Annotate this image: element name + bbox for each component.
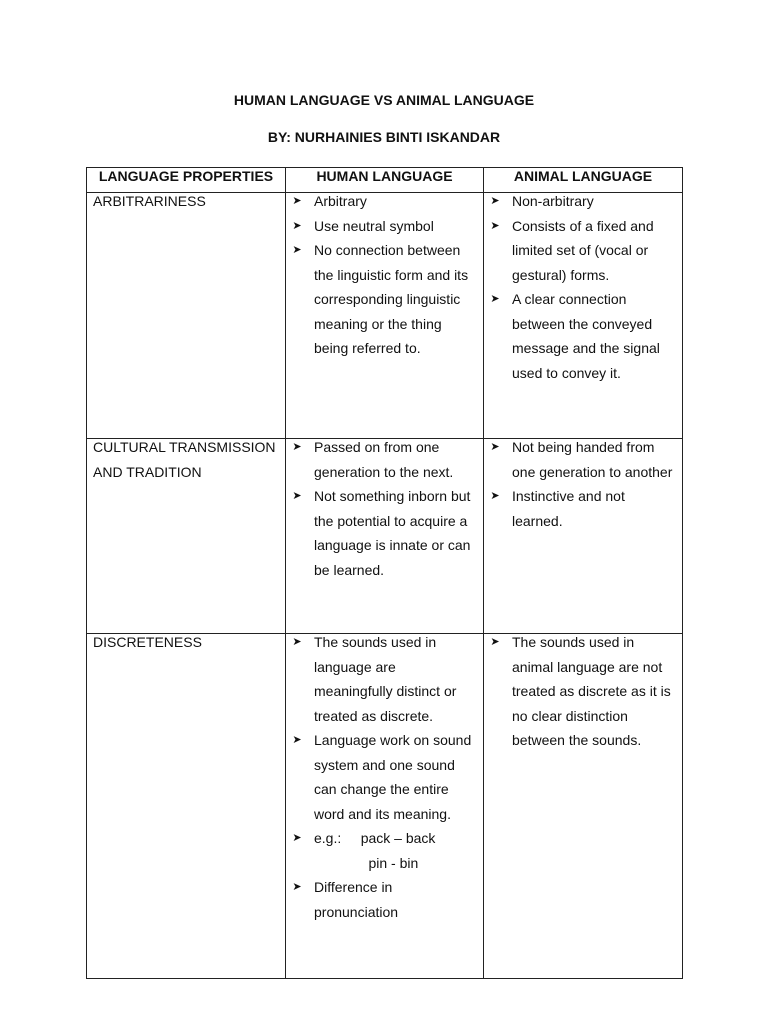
header-language-properties: LANGUAGE PROPERTIES bbox=[87, 168, 286, 193]
point-text: Consists of a fixed and limited set of (vocal or gestural) forms. bbox=[512, 217, 654, 283]
arrowhead-bullet-icon: ➤ bbox=[490, 490, 500, 502]
list-item bbox=[490, 287, 682, 385]
arrowhead-bullet-icon: ➤ bbox=[292, 244, 302, 256]
example-line: e.g.: pack – back bbox=[314, 830, 436, 846]
arrowhead-bullet-icon: ➤ bbox=[292, 734, 302, 746]
animal-cell bbox=[484, 634, 683, 979]
list-item bbox=[292, 630, 483, 728]
arrowhead-bullet-icon: ➤ bbox=[292, 441, 302, 453]
arrowhead-bullet-icon: ➤ bbox=[292, 490, 302, 502]
animal-points-list bbox=[484, 435, 682, 533]
animal-cell bbox=[484, 193, 683, 439]
property-cell bbox=[87, 439, 286, 634]
point-text: Use neutral symbol bbox=[314, 217, 434, 234]
arrowhead-bullet-icon: ➤ bbox=[292, 195, 302, 207]
point-text: Difference in pronunciation bbox=[314, 879, 399, 920]
list-item bbox=[490, 214, 682, 288]
list-item bbox=[292, 826, 483, 875]
header-human-language: HUMAN LANGUAGE bbox=[286, 168, 484, 193]
arrowhead-bullet-icon: ➤ bbox=[490, 441, 500, 453]
arrowhead-bullet-icon: ➤ bbox=[490, 293, 500, 305]
document-title: HUMAN LANGUAGE VS ANIMAL LANGUAGE bbox=[233, 92, 535, 108]
document-author: BY: NURHAINIES BINTI ISKANDAR bbox=[267, 129, 501, 145]
human-points-list bbox=[286, 630, 483, 924]
animal-points-list bbox=[484, 630, 682, 753]
table-row bbox=[87, 634, 683, 979]
property-label: CULTURAL TRANSMISSION AND TRADITION bbox=[93, 439, 276, 480]
property-cell bbox=[87, 634, 286, 979]
point-text: No connection between the linguistic form and its corresponding linguistic meaning or the thing being referred to. bbox=[314, 242, 469, 356]
point-text: The sounds used in language are meaningfully distinct or treated as discrete. bbox=[314, 634, 457, 724]
table-row bbox=[87, 439, 683, 634]
point-text: Arbitrary bbox=[314, 193, 367, 209]
human-cell bbox=[286, 634, 484, 979]
human-points-list bbox=[286, 189, 483, 361]
human-cell bbox=[286, 439, 484, 634]
list-item bbox=[490, 435, 682, 484]
arrowhead-bullet-icon: ➤ bbox=[292, 219, 302, 232]
example-line-continued: pin - bin bbox=[314, 854, 419, 871]
human-points-list bbox=[286, 435, 483, 582]
point-text: Passed on from one generation to the next. bbox=[314, 439, 454, 480]
list-item bbox=[292, 875, 483, 924]
list-item bbox=[292, 238, 483, 361]
table-row bbox=[87, 193, 683, 439]
animal-points-list bbox=[484, 189, 682, 385]
list-item bbox=[292, 728, 483, 826]
point-text: Not something inborn but the potential to acquire a language is innate or can be learned. bbox=[314, 488, 471, 578]
point-text: Non-arbitrary bbox=[512, 193, 594, 209]
arrowhead-bullet-icon: ➤ bbox=[292, 832, 302, 844]
point-text: Instinctive and not learned. bbox=[512, 488, 625, 529]
list-item bbox=[490, 484, 682, 533]
arrowhead-bullet-icon: ➤ bbox=[292, 636, 302, 648]
animal-cell bbox=[484, 439, 683, 634]
property-cell bbox=[87, 193, 286, 439]
property-label: ARBITRARINESS bbox=[93, 193, 206, 209]
property-label: DISCRETENESS bbox=[93, 634, 202, 650]
arrowhead-bullet-icon: ➤ bbox=[490, 219, 500, 232]
list-item bbox=[292, 435, 483, 484]
arrowhead-bullet-icon: ➤ bbox=[490, 636, 500, 648]
arrowhead-bullet-icon: ➤ bbox=[490, 195, 500, 207]
header-animal-language: ANIMAL LANGUAGE bbox=[484, 168, 683, 193]
point-text: The sounds used in animal language are not treated as discrete as it is no clear distinction between the sounds. bbox=[512, 634, 671, 748]
list-item bbox=[292, 214, 483, 239]
list-item bbox=[292, 484, 483, 582]
point-text: Language work on sound system and one sound can change the entire word and its meaning. bbox=[314, 732, 472, 822]
list-item bbox=[490, 630, 682, 753]
human-cell bbox=[286, 193, 484, 439]
comparison-table bbox=[86, 167, 683, 979]
arrowhead-bullet-icon: ➤ bbox=[292, 881, 302, 893]
point-text: A clear connection between the conveyed message and the signal used to convey it. bbox=[512, 291, 660, 381]
list-item bbox=[490, 189, 682, 214]
point-text: Not being handed from one generation to another bbox=[512, 439, 673, 480]
list-item bbox=[292, 189, 483, 214]
